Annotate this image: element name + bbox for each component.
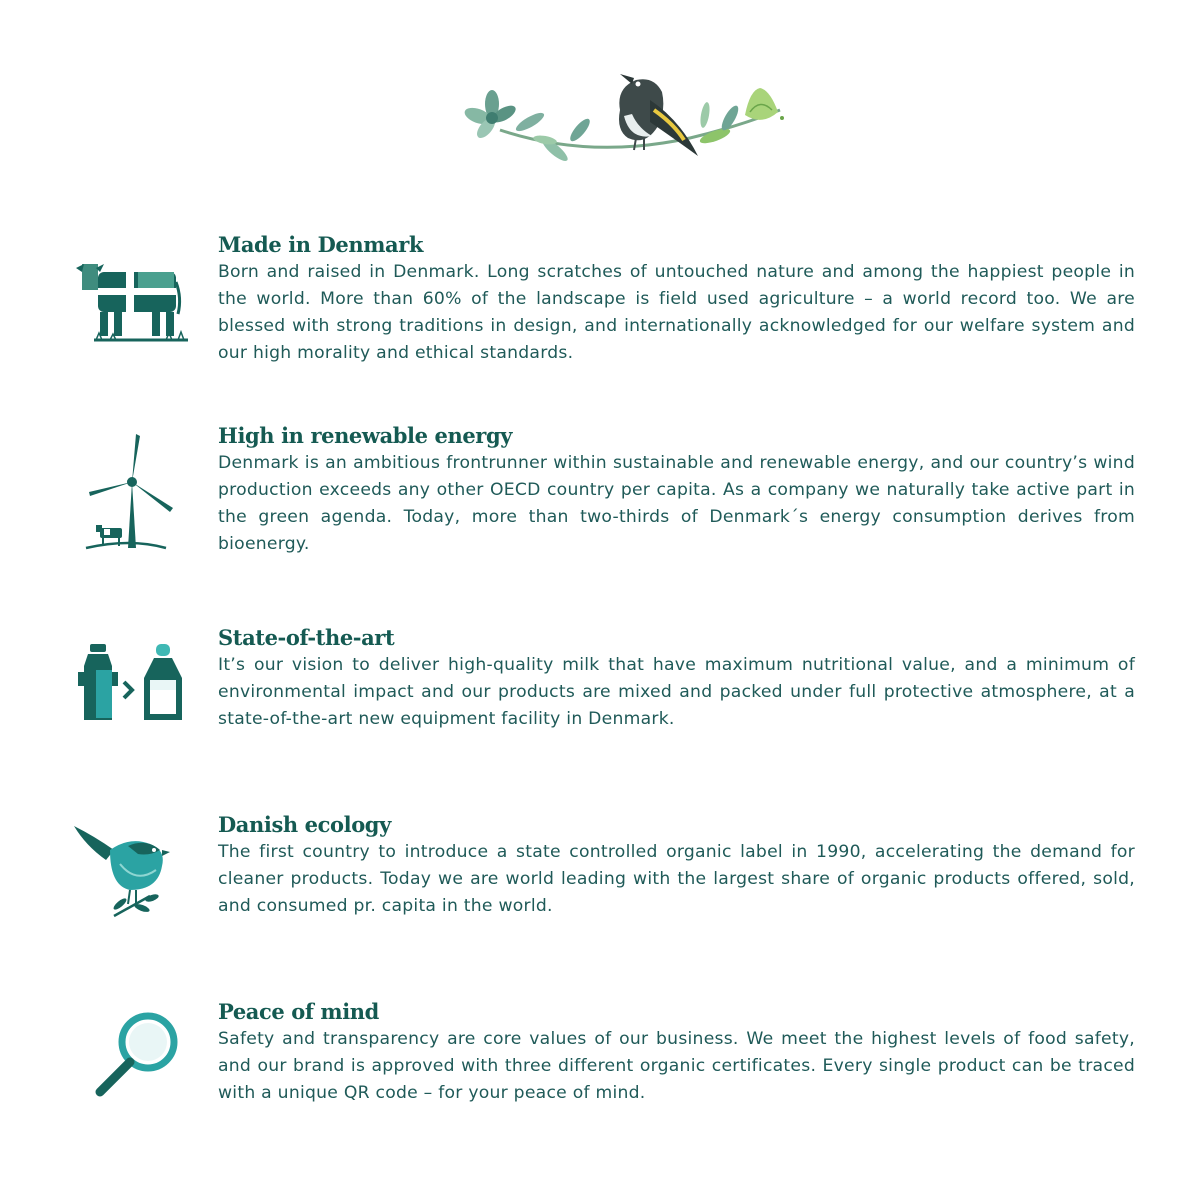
section-text: It’s our vision to deliver high-quality milk that have maximum nutritional value, and a minimum of environmental impact and our products are mixed and packed under full protective atmosphere, at a state-of-the-art new equipment facility in Denmark. xyxy=(218,655,1135,729)
wind-turbine-icon xyxy=(70,430,190,555)
bird-icon xyxy=(70,820,190,920)
section-title: High in renewable energy xyxy=(218,423,513,448)
section-title: Danish ecology xyxy=(218,812,391,837)
section-text: Denmark is an ambitious frontrunner within sustainable and renewable energy, and our country’s wind production exceeds any other OECD country per capita. As a company we naturally take active part in the green agenda. Today, more than two-thirds of Denmark´s energy consumption derives from bioenergy. xyxy=(218,453,1135,554)
section-title: Peace of mind xyxy=(218,999,379,1024)
section-text: Born and raised in Denmark. Long scratches of untouched nature and among the happiest people in the world. More than 60% of the landscape is field used agriculture – a world record too. We are blessed with strong traditions in design, and internationally acknowledged for our welfare system and our high morality and ethical standards. xyxy=(218,262,1135,363)
milk-can-to-bottle-icon xyxy=(70,640,190,730)
section-text: The first country to introduce a state controlled organic label in 1990, accelerating the demand for cleaner products. Today we are world leading with the largest share of organic products offered, sold, and consumed pr. capita in the world. xyxy=(218,842,1135,916)
section-title: State-of-the-art xyxy=(218,625,395,650)
cow-icon xyxy=(70,258,190,358)
magnifying-glass-icon xyxy=(70,1010,190,1100)
section-text: Safety and transparency are core values of our business. We meet the highest levels of food safety, and our brand is approved with three different organic certificates. Every single product can be traced with a unique QR code – for your peace of mind. xyxy=(218,1029,1135,1103)
section-title: Made in Denmark xyxy=(218,232,424,257)
bird-on-branch-icon xyxy=(460,60,790,170)
